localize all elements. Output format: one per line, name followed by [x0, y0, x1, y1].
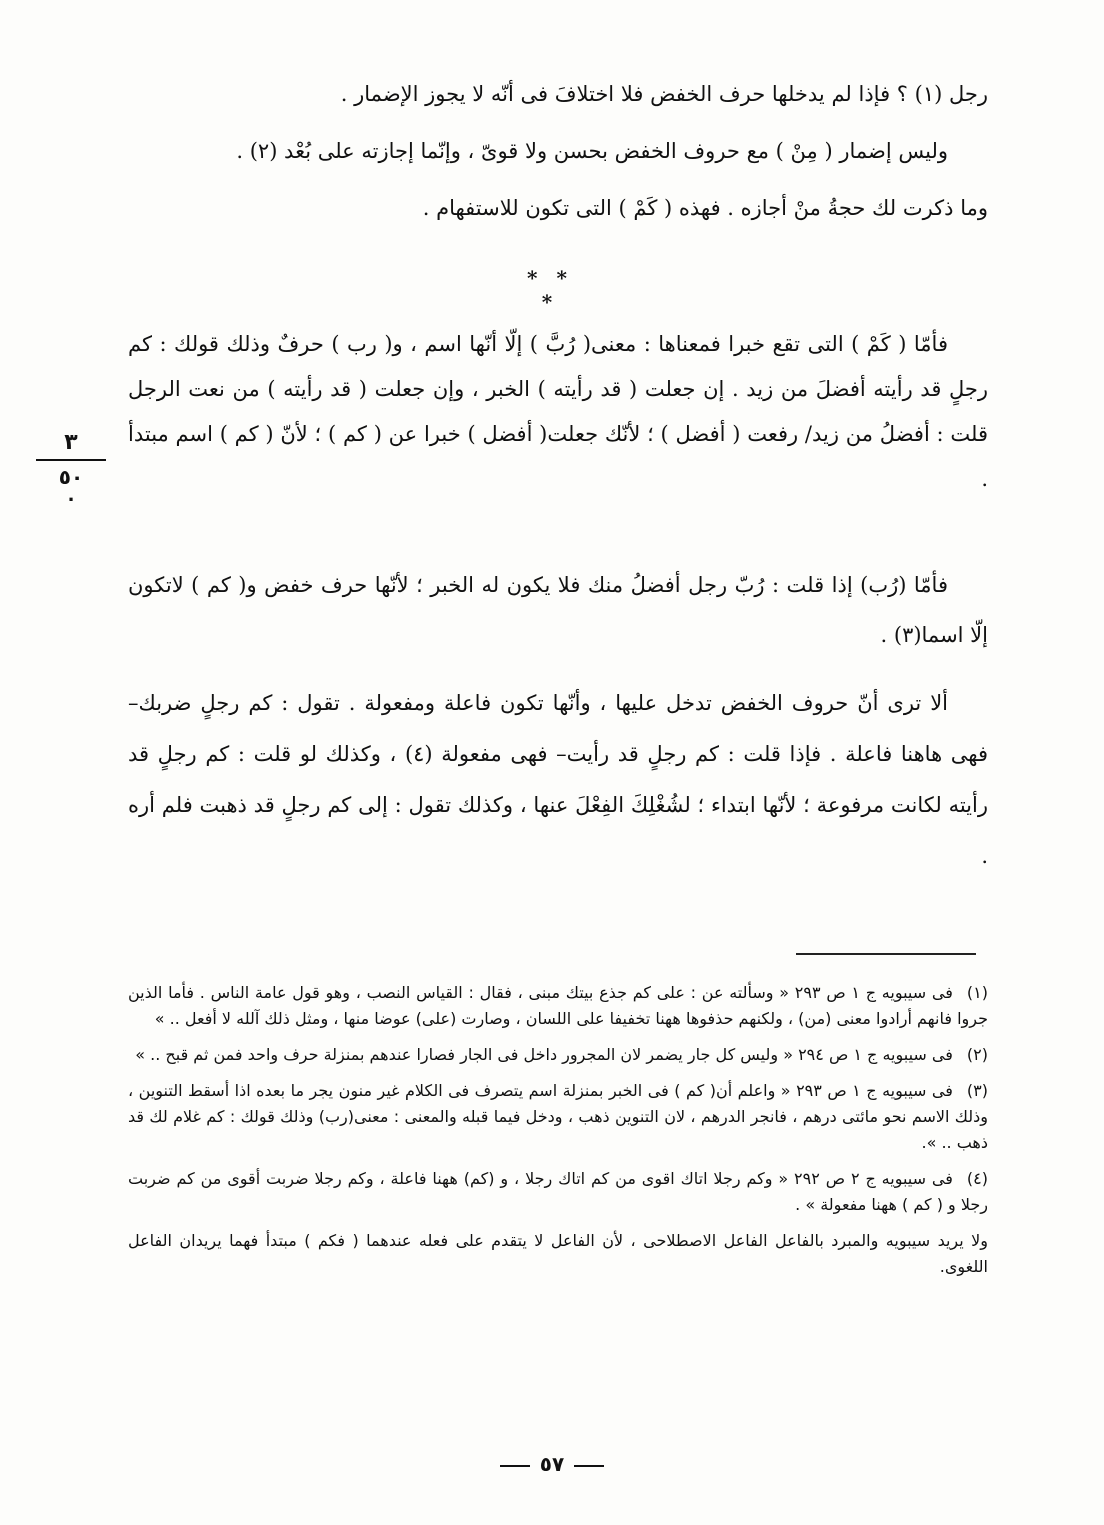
footnote-text: ولا يريد سيبويه والمبرد بالفاعل الفاعل الاصطلاحى ، لأن الفاعل لا يتقدم على فعله عندهما ( فكم ) مبتدأ فهما يريدان الفاعل اللغوى.: [128, 1231, 988, 1276]
manuscript-folio-note: [36, 430, 106, 506]
footnote-number: (٤): [966, 1169, 989, 1188]
footnote: [128, 1042, 988, 1068]
folio-top-number: ٣: [64, 430, 78, 455]
folio-divider: [36, 459, 106, 461]
page-number-dash: [574, 1465, 604, 1467]
paragraph-text: فأمّا (رُب) إذا قلت : رُبّ رجل أفضلُ منك فلا يكون له الخبر ؛ لأنّها حرف خفض و( كم ) لاتكون إلّا اسما(٣) .: [128, 573, 988, 647]
page-number-value: ٥٧: [539, 1452, 565, 1476]
text-line: وما ذكرت لك حجةُ منْ أجازه . فهذه ( كَمْ ) التى تكون للاستفهام .: [422, 196, 988, 220]
footnote: [128, 1166, 988, 1218]
footnote: [128, 1078, 988, 1156]
paragraph-text: فأمّا ( كَمْ ) التى تقع خبرا فمعناها : معنى( رُبَّ ) إلّا أنّها اسم ، و( رب ) حرفٌ وذلك قولك : كم رجلٍ قد رأيته أفضلَ من زيد . إن جعلت ( قد رأيته ) الخبر ، وإن جعلت ( قد رأيته ) من نعت الرجل قلت : أفضلُ من زيد/ رفعت ( أفضل ) ؛ لأنّك جعلت( أفضل ) خبرا عن ( كم ) ؛ لأنّ ( كم ) اسم مبتدأ .: [128, 332, 988, 491]
footnote-number: (٢): [966, 1045, 988, 1064]
opening-paragraphs: [128, 66, 988, 237]
footnote-text: فى سيبويه ج ٢ ص ٢٩٢ « وكم رجلا اتاك اقوى من كم اتاك رجلا ، و (كم) ههنا فاعلة ، وكم رجلا ضربت أقوى من كم ضربت رجلا و ( كم ) ههنا مفعولة » .: [128, 1169, 988, 1214]
footnote-text: فى سيبويه ج ١ ص ٢٩٤ « وليس كل جار يضمر لان المجرور داخل فى الجار فصارا عندهم بمنزلة حرف واحد فمن ثم قبح .. »: [135, 1045, 953, 1064]
paragraph-kam-khabar: [128, 322, 988, 502]
section-separator: * * *: [527, 266, 573, 314]
footnote-text: فى سيبويه ج ١ ص ٢٩٣ « وسألته عن : على كم جذع بيتك مبنى ، فقال : القياس النصب ، وهو قول عامة الناس . فأما الذين جروا فانهم أرادوا معنى (من) ، ولكنهم حذفوها ههنا تخفيفا على اللسان ، وصارت (على) عوضا منها ، ومثل ذلك آلله لا أفعل .. »: [128, 983, 988, 1028]
text-line: وليس إضمار ( مِنْ ) مع حروف الخفض بحسن ولا قوىّ ، وإنّما إجازته على بُعْد (٢) .: [236, 139, 948, 163]
page-number-dash: [500, 1465, 530, 1467]
paragraph-text: ألا ترى أنّ حروف الخفض تدخل عليها ، وأنّها تكون فاعلة ومفعولة . تقول : كم رجلٍ ضربك– فهى هاهنا فاعلة . فإذا قلت : كم رجلٍ قد رأيت– فهى مفعولة (٤) ، وكذلك لو قلت : كم رجلٍ قد رأيته لكانت مرفوعة ؛ لأنّها ابتداء ؛ لشُغْلِكَ الفِعْلَ عنها ، وكذلك تقول : إلى كم رجلٍ قد ذهبت فلم أره .: [128, 691, 988, 868]
folio-dot: .: [67, 485, 75, 506]
folio-bottom-number: ٥٠: [58, 465, 84, 489]
footnote-text: فى سيبويه ج ١ ص ٢٩٣ « واعلم أن( كم ) فى الخبر بمنزلة اسم يتصرف فى الكلام غير منون يجر ما بعده اذا أسقط التنوين ، وذلك الاسم نحو مائتى درهم ، فانجر الدرهم ، لان التنوين ذهب ، ودخل فيما قبله والمعنى : معنى(رب) وذلك قولك : كم غلام لك قد ذهب .. ».: [128, 1081, 988, 1152]
footnote: [128, 980, 988, 1032]
text-line: رجل (١) ؟ فإذا لم يدخلها حرف الخفض فلا اختلافَ فى أنّه لا يجوز الإضمار .: [340, 82, 988, 106]
paragraph-rubba: [128, 560, 988, 660]
paragraph-ala-tara: [128, 678, 988, 882]
footnote-continuation: [128, 1228, 988, 1280]
page-number: [0, 1452, 1104, 1476]
footnote-number: (٣): [966, 1081, 988, 1100]
footnotes: [128, 980, 988, 1290]
footnote-separator-rule: [796, 953, 976, 955]
footnote-number: (١): [966, 983, 988, 1002]
